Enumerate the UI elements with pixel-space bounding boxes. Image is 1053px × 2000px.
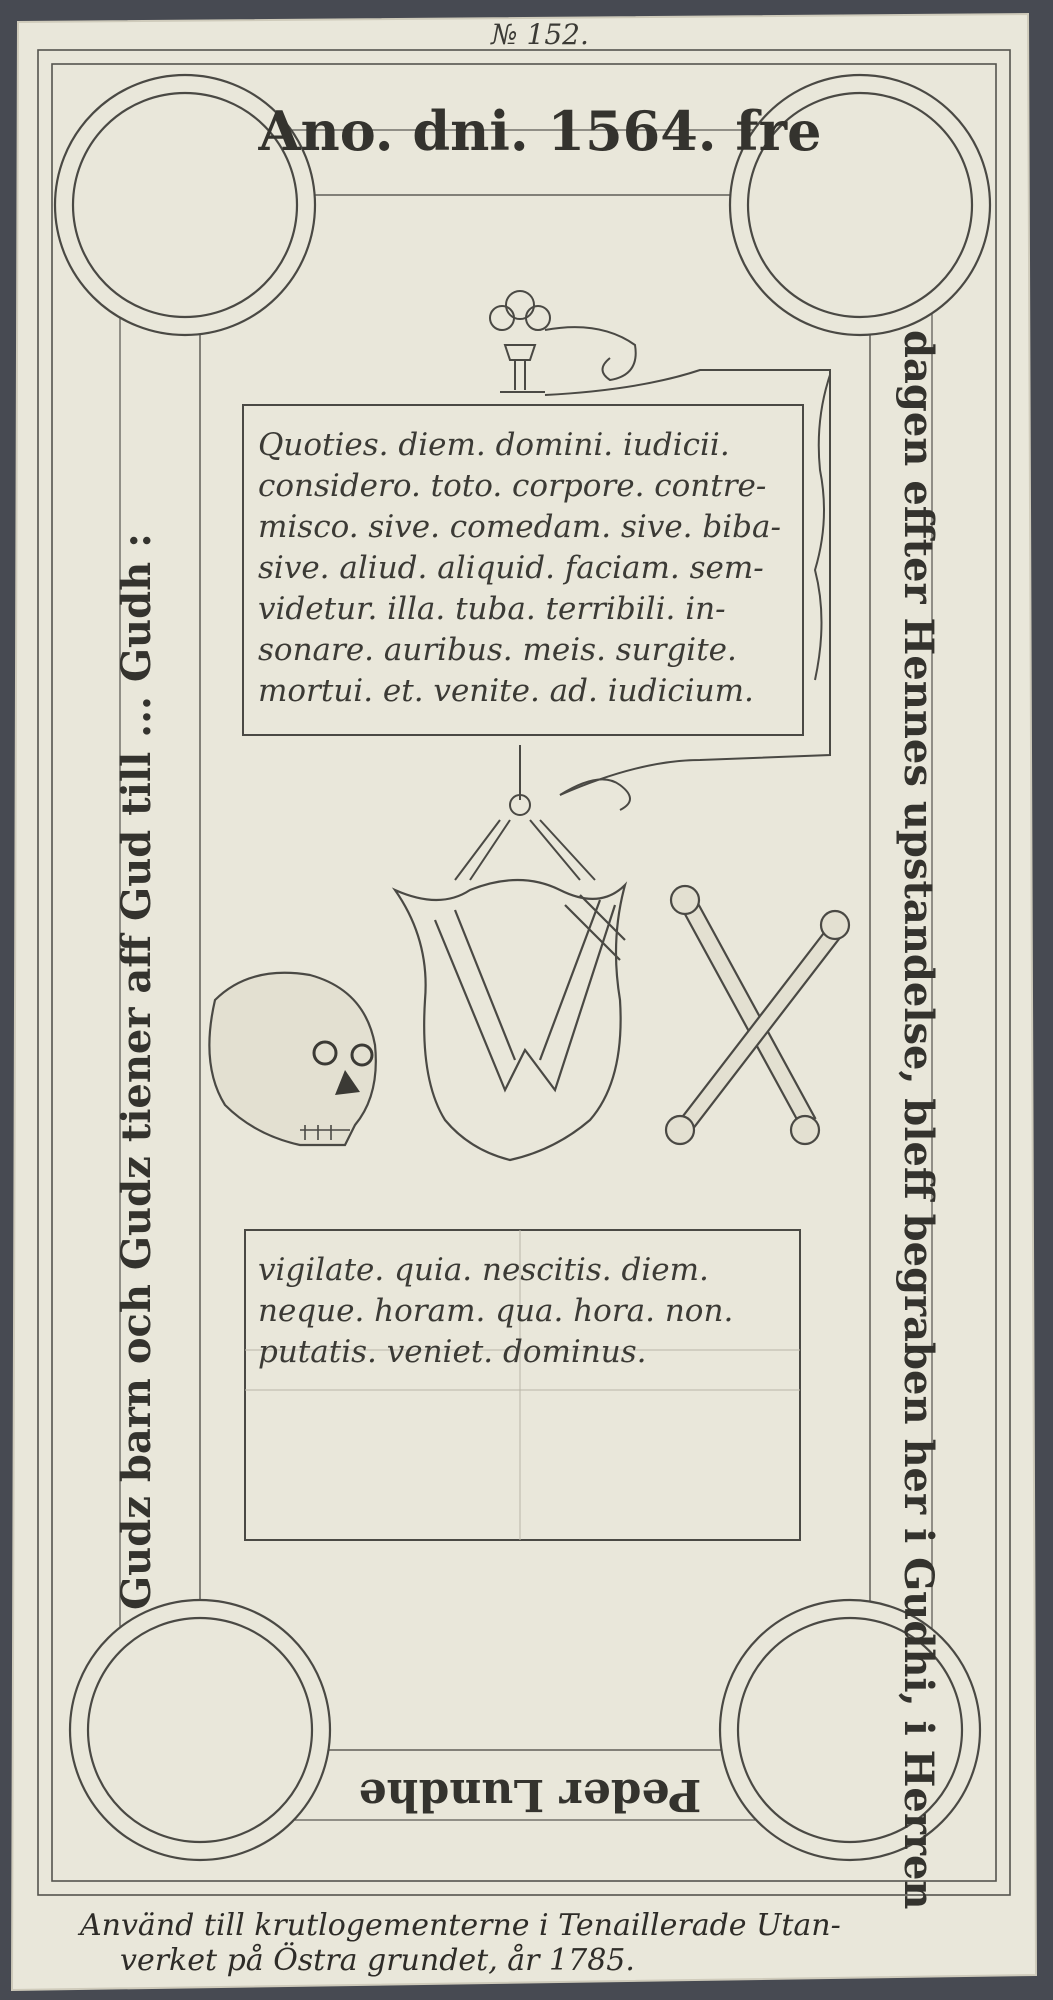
lower-line: vigilate. quia. nescitis. diem. bbox=[258, 1252, 709, 1288]
corner-roundel-icon bbox=[70, 1600, 330, 1860]
upper-line: sonare. auribus. meis. surgite. bbox=[258, 632, 737, 668]
lower-line: neque. horam. qua. hora. non. bbox=[258, 1293, 734, 1329]
caption-line-1: Använd till krutlogementerne i Tenaillerade Utan- bbox=[80, 1908, 841, 1943]
upper-inscription-text bbox=[258, 427, 781, 709]
upper-line: considero. toto. corpore. contre- bbox=[258, 468, 767, 504]
left-border-inscription: Gudz barn och Gudz tiener aff Gud till ... Gudh : bbox=[113, 533, 160, 1610]
upper-line: videtur. illa. tuba. terribili. in- bbox=[258, 591, 726, 627]
upper-line: Quoties. diem. domini. iudicii. bbox=[258, 427, 730, 463]
upper-line: sive. aliud. aliquid. faciam. sem- bbox=[258, 550, 764, 586]
bottom-border-inscription: Peder Lundhe bbox=[358, 1769, 702, 1820]
sheet-number: № 152. bbox=[491, 18, 589, 51]
lower-line: putatis. veniet. dominus. bbox=[258, 1334, 647, 1370]
upper-line: misco. sive. comedam. sive. biba- bbox=[258, 509, 781, 545]
caption-line-2: verket på Östra grundet, år 1785. bbox=[120, 1943, 635, 1978]
upper-line: mortui. et. venite. ad. iudicium. bbox=[258, 673, 754, 709]
top-border-inscription: Ano. dni. 1564. fre bbox=[258, 99, 822, 163]
right-border-inscription: dagen effter Hennes upstandelse, bleff begraben her i Gudhi, i Herren bbox=[895, 330, 942, 1910]
